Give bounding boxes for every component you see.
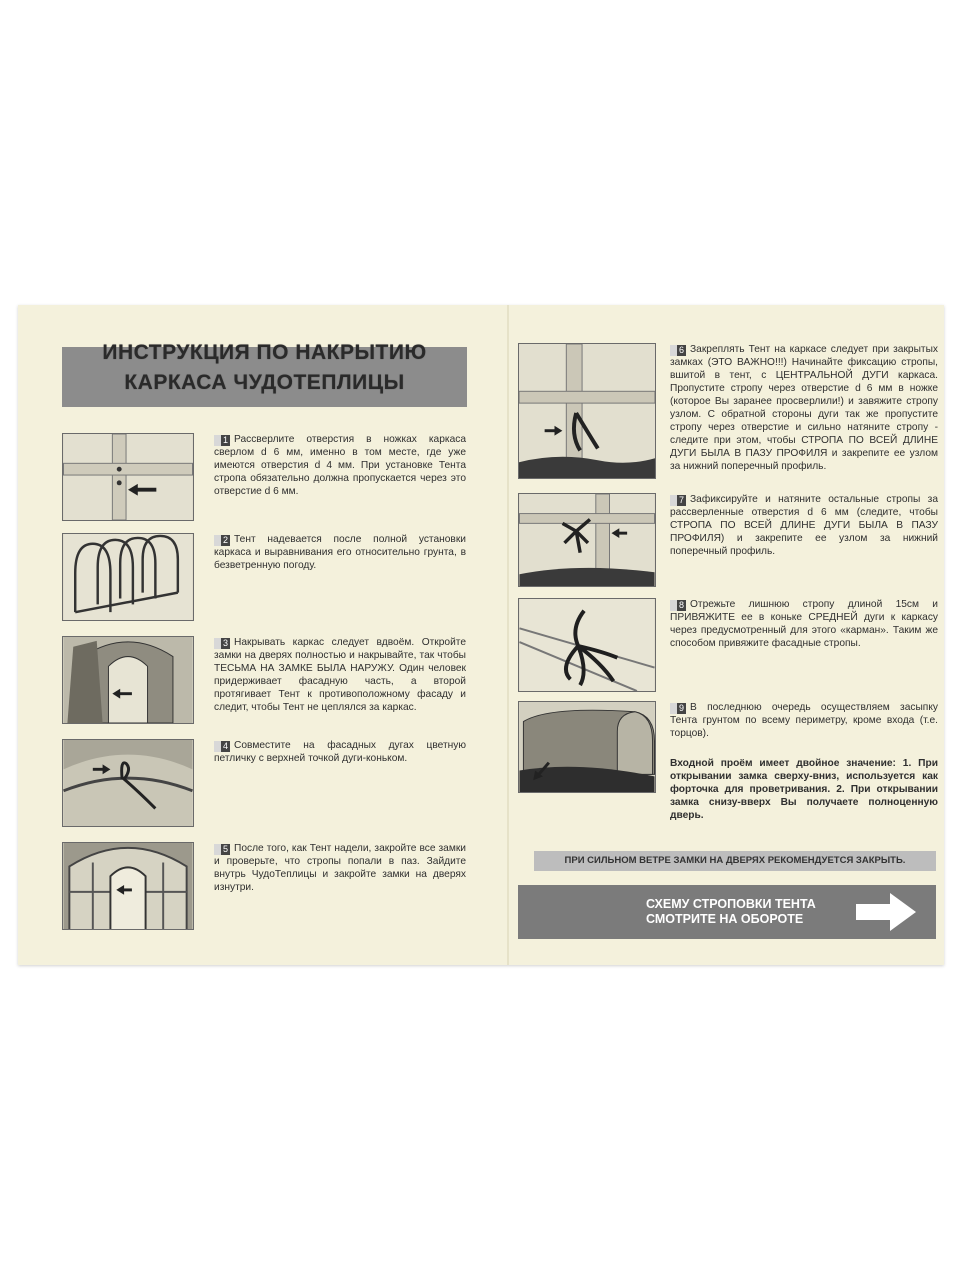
figure-step-4: [62, 739, 194, 827]
figure-step-6: [518, 343, 656, 479]
figure-step-8: [518, 598, 656, 692]
step-3: [214, 636, 466, 714]
step-number: 6: [670, 345, 686, 356]
step-7: [670, 493, 938, 558]
step-number: 4: [214, 741, 230, 752]
arrow-right-icon: [854, 891, 918, 933]
wind-warning: ПРИ СИЛЬНОМ ВЕТРЕ ЗАМКИ НА ДВЕРЯХ РЕКОМЕНДУЕТСЯ ЗАКРЫТЬ.: [534, 851, 936, 871]
step-5: [214, 842, 466, 894]
page-fold: [507, 305, 509, 965]
step-6: [670, 343, 938, 473]
step-text: Совместите на фасадных дугах цветную петличку с верхней точкой дуги-коньком.: [214, 740, 466, 764]
banner-line-1: СХЕМУ СТРОПОВКИ ТЕНТА: [646, 897, 816, 911]
title-block: [62, 341, 467, 407]
banner-text: [646, 897, 816, 927]
step-9: [670, 701, 938, 740]
step-number: 5: [214, 844, 230, 855]
step-text: Тент надевается после полной установки каркаса и выравнивания его относительно грунта, в безветренную погоду.: [214, 534, 466, 571]
figure-step-2: [62, 533, 194, 621]
step-number: 2: [214, 535, 230, 546]
step-number: 7: [670, 495, 686, 506]
instruction-sheet: [18, 305, 944, 965]
step-4: [214, 739, 466, 765]
step-text: Зафиксируйте и натяните остальные стропы за рассверленные отверстия d 6 мм (следите, чтобы СТРОПА ПО ВСЕЙ ДЛИНЕ ДУГИ БЫЛА В ПАЗУ ПРОФИЛЯ) и закрепите ее узлом за нижний поперечный профиль.: [670, 494, 938, 557]
title-line-1: ИНСТРУКЦИЯ ПО НАКРЫТИЮ: [102, 341, 427, 364]
reverse-side-banner: [518, 885, 936, 939]
step-number: 1: [214, 435, 230, 446]
step-text: Отрежьте лишнюю стропу длиной 15см и ПРИВЯЖИТЕ ее в коньке СРЕДНЕЙ дуги к каркасу через предусмотренный для этого «карман». Таким же способом привяжите фасадные стропы.: [670, 599, 938, 649]
step-text: Рассверлите отверстия в ножках каркаса сверлом d 6 мм, именно в том месте, где уже имеются отверстия d 4 мм. При установке Тента стропа обязательно должна пропускается через это отверстие d 6 мм.: [214, 434, 466, 497]
entrance-note: Входной проём имеет двойное значение: 1. При открывании замка сверху-вниз, используется как форточка для проветривания. 2. При открывании замка снизу-вверх Вы получаете полноценную дверь.: [670, 758, 938, 821]
title-line-2: КАРКАСА ЧУДОТЕПЛИЦЫ: [124, 371, 405, 394]
banner-line-2: СМОТРИТЕ НА ОБОРОТЕ: [646, 912, 804, 926]
figure-step-1: [62, 433, 194, 521]
step-2: [214, 533, 466, 572]
step-number: 9: [670, 703, 686, 714]
step-text: Накрывать каркас следует вдвоём. Откройте замки на дверях полностью и накрывайте, так чтобы ТЕСЬМА НА ЗАМКЕ БЫЛА НАРУЖУ. Один человек придерживает фасадную часть, а второй протягивает Тент к противоположному фасаду и следит, чтобы Тент не цеплялся за каркас.: [214, 637, 466, 713]
step-number: 8: [670, 600, 686, 611]
step-text: Закреплять Тент на каркасе следует при закрытых замках (ЭТО ВАЖНО!!!) Начинайте фиксацию стропы, вшитой в тент, с ЦЕНТРАЛЬНОЙ ДУГИ каркаса. Пропустите стропу через отверстие d 6 мм в ножке (которое Вы заранее просверлили!) и завяжите стропу узлом. С обратной стороны дуги так же пропустите стропу через отверстие и сильно натяните стропу - следите при этом, чтобы СТРОПА ПО ВСЕЙ ДЛИНЕ ДУГИ БЫЛА В ПАЗУ ПРОФИЛЯ и закрепите ее узлом за нижний поперечный профиль.: [670, 344, 938, 472]
step-1: [214, 433, 466, 498]
step-8: [670, 598, 938, 650]
figure-step-3: [62, 636, 194, 724]
figure-step-9: [518, 701, 656, 793]
step-text: В последнюю очередь осуществляем засыпку Тента грунтом по всему периметру, кроме входа (т.е. торцов).: [670, 702, 938, 739]
figure-step-5: [62, 842, 194, 930]
figure-step-7: [518, 493, 656, 587]
step-number: 3: [214, 638, 230, 649]
step-text: После того, как Тент надели, закройте все замки и проверьте, что стропы попали в паз. Зайдите внутрь ЧудоТеплицы и закройте замки на дверях изнутри.: [214, 843, 466, 893]
